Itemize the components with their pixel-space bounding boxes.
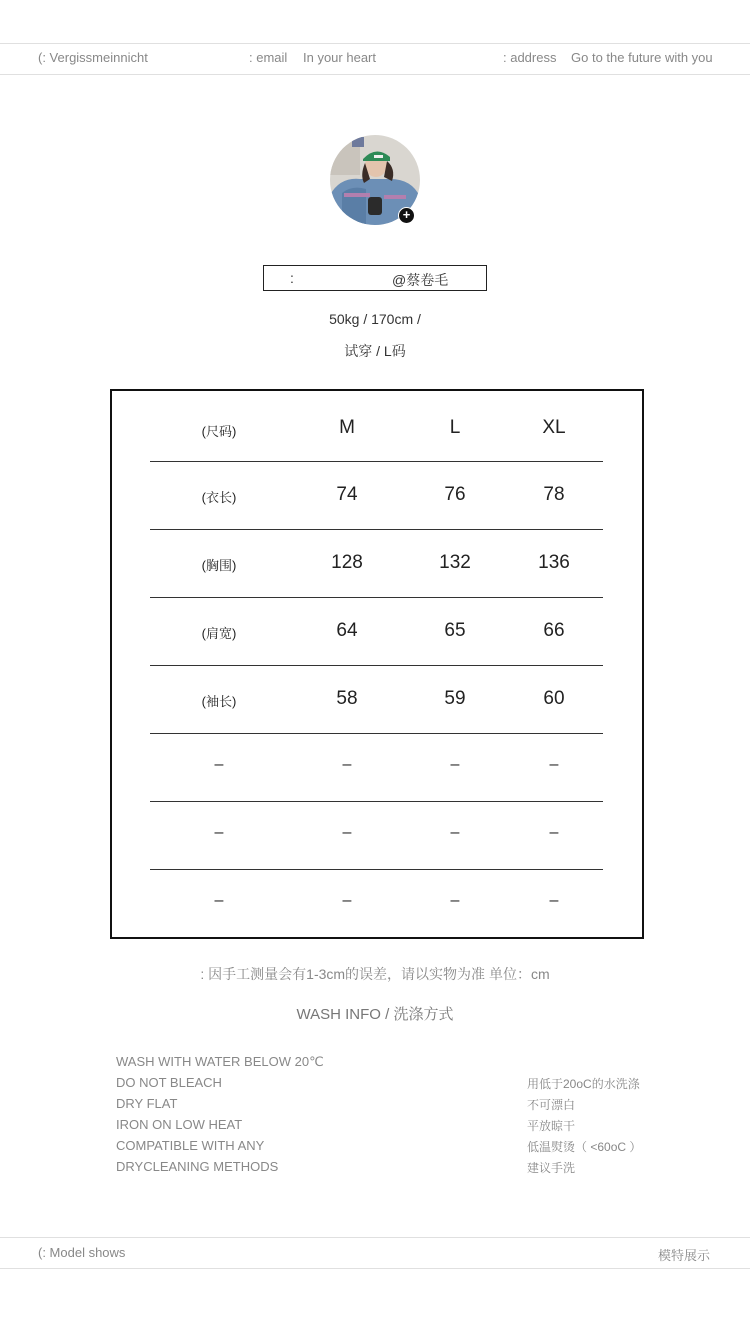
row-label-chest: (胸围) (201, 558, 237, 573)
row-sleeve-xl: 60 (543, 688, 565, 709)
size-header-l: L (449, 417, 461, 438)
header-top-rule (0, 43, 750, 44)
header-address-value: Go to the future with you (571, 50, 713, 65)
row-shoulder-l: 65 (444, 620, 466, 641)
model-name-box (263, 265, 487, 291)
row-empty-cell: – (342, 824, 352, 841)
row-shoulder-m: 64 (336, 620, 358, 641)
wash-en-line: DRYCLEANING METHODS (116, 1159, 279, 1174)
wash-cn-line: 建议手洗 (527, 1161, 576, 1175)
table-divider (150, 529, 603, 530)
row-length-l: 76 (444, 484, 466, 505)
row-chest-m: 128 (331, 552, 363, 573)
row-empty-cell: – (450, 824, 460, 841)
header-address-label: : address (503, 50, 557, 65)
row-empty-cell: – (342, 756, 352, 773)
row-empty-cell: – (549, 756, 559, 773)
row-empty-cell: – (549, 892, 559, 909)
row-empty-cell: – (450, 892, 460, 909)
row-label-shoulder: (肩宽) (201, 626, 237, 641)
row-empty-label: – (214, 892, 224, 909)
header-email-label: : email (249, 50, 288, 65)
table-divider (150, 597, 603, 598)
footer-bottom-rule (0, 1268, 750, 1269)
row-sleeve-m: 58 (336, 688, 358, 709)
wash-info-title: WASH INFO / 洗涤方式 (296, 1006, 454, 1023)
table-divider (150, 733, 603, 734)
row-label-sleeve: (袖长) (201, 694, 237, 709)
header-email-value: In your heart (303, 50, 376, 65)
footer-model-shows: (: Model shows (38, 1245, 126, 1260)
wash-cn-line: 用低于20oC的水洗涤 (527, 1077, 640, 1091)
wash-en-line: DRY FLAT (116, 1096, 178, 1111)
model-name: @蔡卷毛 (392, 272, 449, 288)
row-empty-label: – (214, 824, 224, 841)
wash-en-line: COMPATIBLE WITH ANY (116, 1138, 265, 1153)
footer-model-shows-cn: 模特展示 (658, 1248, 711, 1263)
size-header-xl: XL (542, 417, 566, 438)
table-divider (150, 801, 603, 802)
row-length-xl: 78 (543, 484, 565, 505)
size-header-label: (尺码) (201, 424, 237, 439)
row-chest-l: 132 (439, 552, 471, 573)
footer-top-rule (0, 1237, 750, 1238)
row-empty-label: – (214, 756, 224, 773)
wash-en-line: IRON ON LOW HEAT (116, 1117, 243, 1132)
wash-en-line: WASH WITH WATER BELOW 20℃ (116, 1054, 324, 1069)
row-empty-cell: – (450, 756, 460, 773)
wash-en-line: DO NOT BLEACH (116, 1075, 222, 1090)
row-chest-xl: 136 (538, 552, 570, 573)
table-divider (150, 665, 603, 666)
row-sleeve-l: 59 (444, 688, 466, 709)
model-name-colon: : (290, 270, 294, 286)
header-bottom-rule (0, 74, 750, 75)
header-brand: (: Vergissmeinnicht (38, 50, 148, 65)
row-shoulder-xl: 66 (543, 620, 565, 641)
follow-plus-icon[interactable]: + (398, 207, 415, 224)
size-header-m: M (339, 417, 355, 438)
wash-cn-line: 平放晾干 (527, 1119, 576, 1133)
table-divider (150, 869, 603, 870)
row-empty-cell: – (342, 892, 352, 909)
wash-cn-line: 低温熨烫（ <60oC ） (527, 1140, 642, 1154)
table-divider (150, 461, 603, 462)
row-length-m: 74 (336, 484, 358, 505)
wash-cn-line: 不可漂白 (527, 1098, 576, 1112)
row-label-length: (衣长) (201, 490, 237, 505)
row-empty-cell: – (549, 824, 559, 841)
model-fit-size: 试穿 / L码 (344, 343, 406, 359)
model-stats: 50kg / 170cm / (329, 311, 421, 327)
measurement-note: : 因手工测量会有1-3cm的误差，请以实物为准 单位：cm (200, 966, 550, 982)
size-table (110, 389, 644, 939)
